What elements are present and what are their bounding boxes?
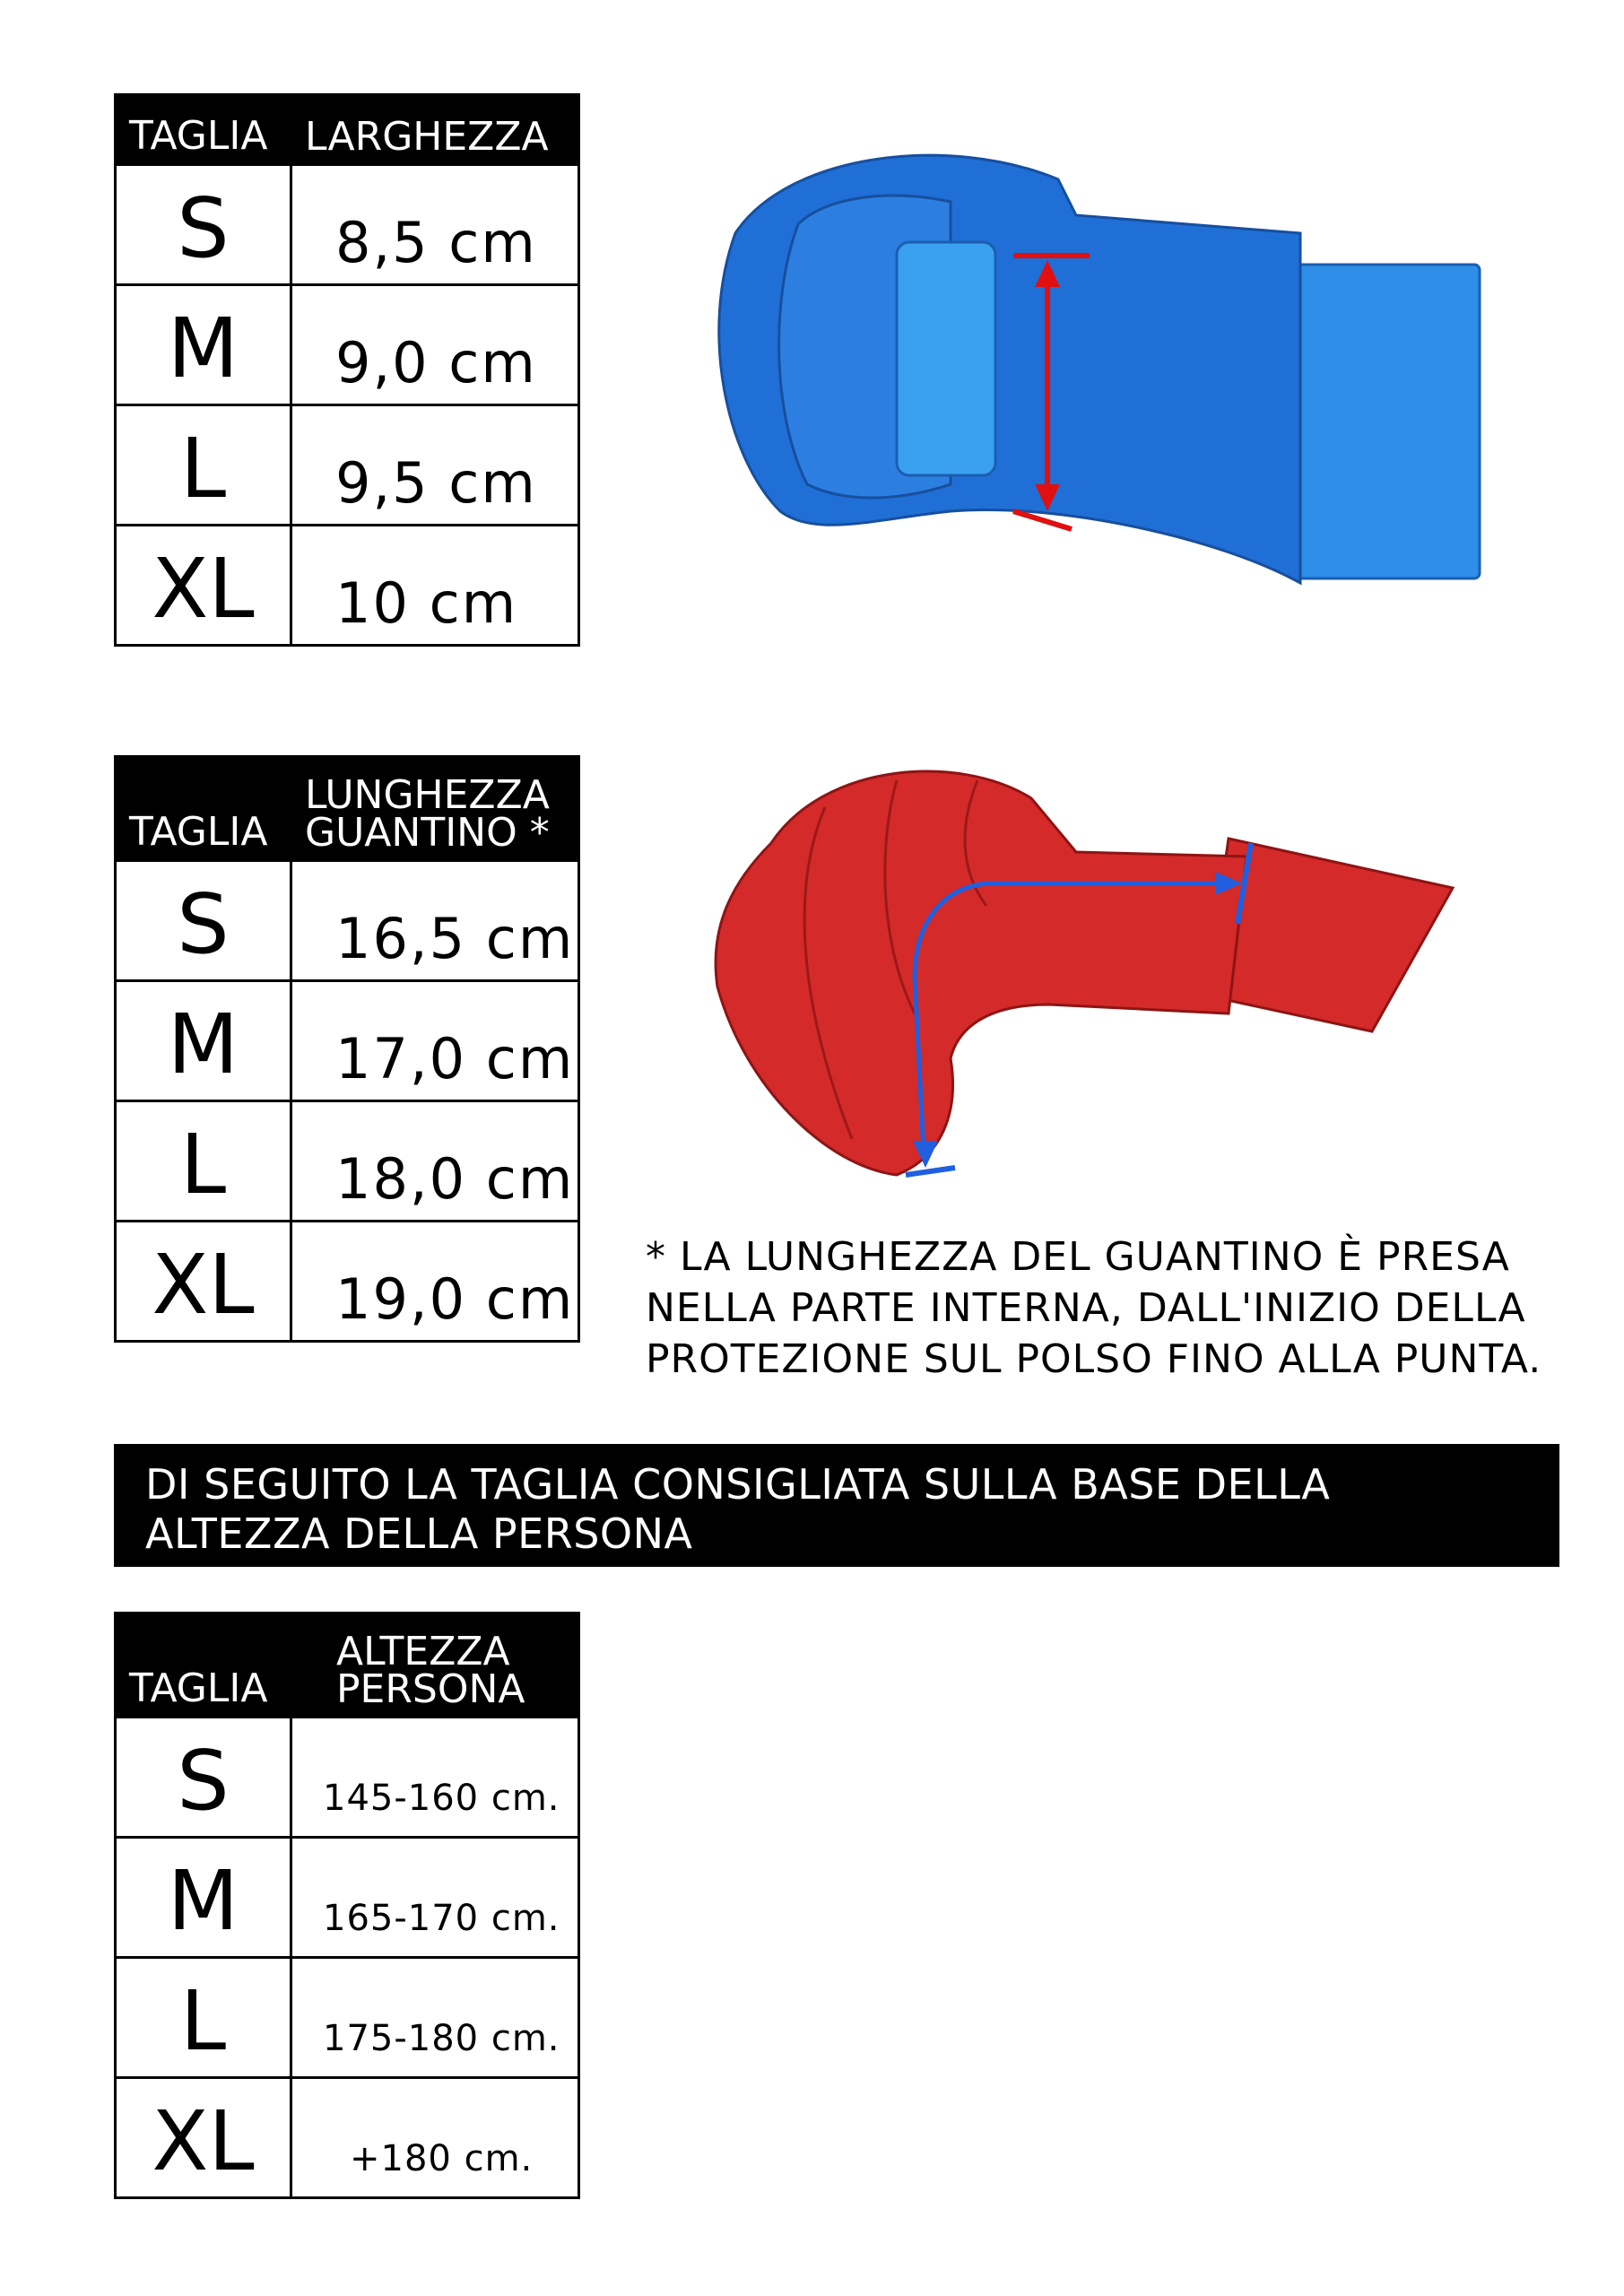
table-row [117,283,578,404]
length-footnote: * LA LUNGHEZZA DEL GUANTINO È PRESA NELLA PARTE INTERNA, DALL'INIZIO DELLA PROTEZIONE SUL POLSO FINO ALLA PUNTA. [646,1234,1542,1383]
width-cell: 8,5 cm [335,210,537,275]
size-cell: XL [117,2079,292,2196]
recommendation-banner: DI SEGUITO LA TAGLIA CONSIGLIATA SULLA BASE DELLA ALTEZZA DELLA PERSONA [114,1444,1559,1567]
size-cell: L [117,1959,292,2076]
table-row [117,1716,578,1836]
size-cell: XL [117,1222,292,1340]
table-row [117,1956,578,2076]
table-row [117,163,578,283]
length-cell: 18,0 cm [335,1146,575,1212]
size-cell: M [117,286,292,404]
height-cell: 145-160 cm. [323,1778,560,1819]
header-width-label: LARGHEZZA [305,114,549,161]
table-row [117,859,578,979]
blue-glove-illustration [682,117,1489,619]
header-size-label: TAGLIA [129,113,268,159]
size-cell: XL [117,526,292,644]
size-cell: S [117,166,292,283]
table-row [117,979,578,1100]
length-arrow-cap-bottom [906,1168,955,1175]
height-cell: 165-170 cm. [323,1898,560,1939]
height-size-table [114,1612,580,2199]
height-cell: 175-180 cm. [323,2018,560,2059]
blue-glove-thumb-strap [897,242,995,475]
height-cell: +180 cm. [350,2138,534,2179]
size-cell: M [117,982,292,1100]
size-cell: M [117,1839,292,1956]
header-length-line2: GUANTINO * [305,810,550,857]
table-row [117,2076,578,2196]
size-cell: S [117,1718,292,1836]
blue-glove-strap [1291,265,1480,578]
size-cell: L [117,1102,292,1220]
size-cell: S [117,862,292,979]
header-size-label: TAGLIA [129,1665,268,1711]
width-cell: 9,0 cm [335,330,537,396]
table-row [117,524,578,644]
header-size-label: TAGLIA [129,809,268,855]
table-header [117,755,578,859]
table-row [117,1836,578,1956]
table-header [117,93,578,163]
length-cell: 17,0 cm [335,1026,575,1091]
table-row [117,1220,578,1340]
size-cell: L [117,406,292,524]
length-cell: 16,5 cm [335,906,575,971]
width-cell: 10 cm [335,570,518,636]
header-length-label [305,772,550,857]
width-size-table [114,93,580,647]
length-size-table [114,755,580,1343]
red-glove-illustration [690,744,1498,1211]
table-row [117,404,578,524]
table-header [117,1612,578,1716]
header-height-line1: ALTEZZA [336,1629,510,1675]
header-height-label [336,1629,525,1713]
length-cell: 19,0 cm [335,1266,575,1332]
red-glove-body [716,771,1246,1175]
width-cell: 9,5 cm [335,450,537,516]
header-length-line1: LUNGHEZZA [305,772,550,819]
header-height-line2: PERSONA [336,1666,525,1713]
table-row [117,1100,578,1220]
